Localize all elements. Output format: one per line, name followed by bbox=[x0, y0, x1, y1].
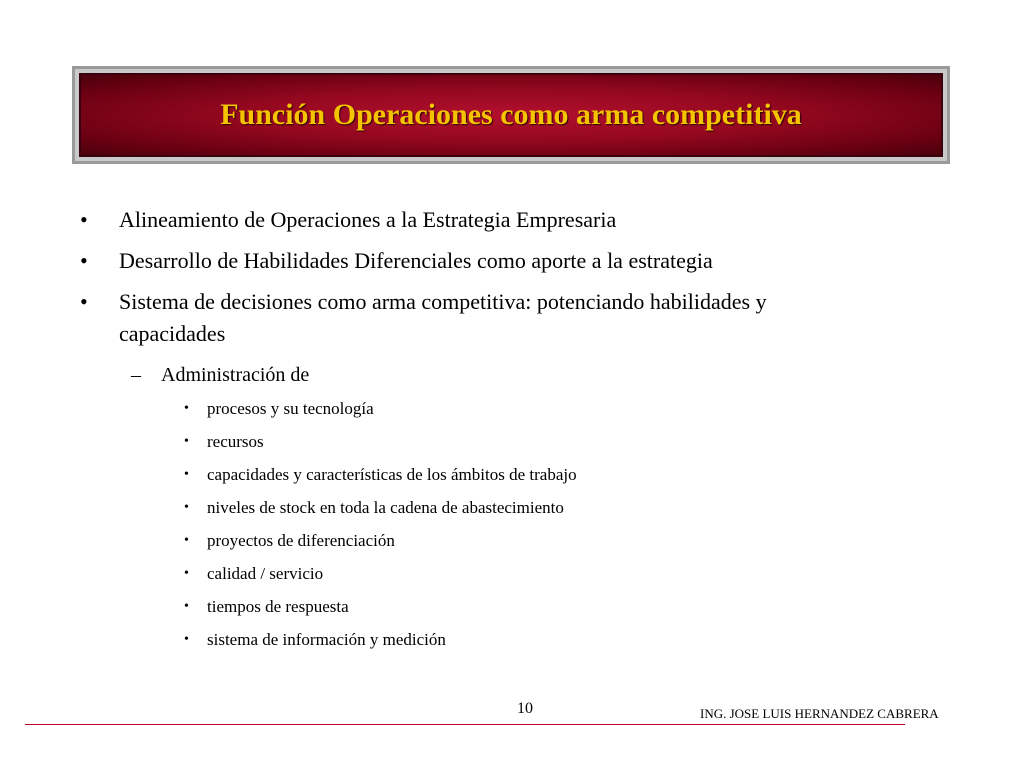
list-item-text: sistema de información y medición bbox=[207, 630, 446, 649]
bullet-item bbox=[80, 245, 910, 277]
author-name: ING. JOSE LUIS HERNANDEZ CABRERA bbox=[700, 706, 939, 721]
footer-divider bbox=[25, 724, 905, 725]
list-item-marker: • bbox=[184, 434, 189, 449]
list-item bbox=[184, 497, 564, 519]
list-item-text: niveles de stock en toda la cadena de abastecimiento bbox=[207, 498, 564, 517]
list-item-marker: • bbox=[184, 599, 189, 614]
list-item-text: calidad / servicio bbox=[207, 564, 324, 583]
bullet-marker: • bbox=[80, 248, 88, 273]
list-item-text: procesos y su tecnología bbox=[207, 399, 374, 418]
list-item-marker: • bbox=[184, 632, 189, 647]
list-item bbox=[184, 431, 264, 453]
bullet-marker: • bbox=[80, 207, 88, 232]
list-item-marker: • bbox=[184, 467, 189, 482]
list-item bbox=[184, 530, 395, 552]
list-item-text: recursos bbox=[207, 432, 264, 451]
title-banner bbox=[79, 73, 943, 157]
bullet-text: Sistema de decisiones como arma competitiva: potenciando habilidades y capacidades bbox=[119, 289, 767, 346]
list-item-marker: • bbox=[184, 566, 189, 581]
list-item bbox=[184, 563, 323, 585]
bullet-item bbox=[80, 204, 910, 236]
slide-title: Función Operaciones como arma competitiva bbox=[220, 98, 802, 131]
list-item-text: proyectos de diferenciación bbox=[207, 531, 395, 550]
list-item bbox=[184, 464, 577, 486]
list-item bbox=[184, 398, 374, 420]
sub-bullet-item bbox=[131, 362, 309, 388]
sub-bullet-text: Administración de bbox=[161, 364, 310, 386]
bullet-marker: • bbox=[80, 289, 88, 314]
list-item bbox=[184, 596, 349, 618]
title-frame bbox=[72, 66, 950, 164]
list-item-marker: • bbox=[184, 500, 189, 515]
page-number: 10 bbox=[517, 700, 533, 717]
sub-bullet-marker: – bbox=[131, 364, 141, 386]
list-item-marker: • bbox=[184, 401, 189, 416]
bullet-text: Alineamiento de Operaciones a la Estrategia Empresaria bbox=[119, 207, 617, 232]
list-item-text: tiempos de respuesta bbox=[207, 597, 349, 616]
bullet-item bbox=[80, 286, 860, 350]
list-item bbox=[184, 629, 446, 651]
bullet-text: Desarrollo de Habilidades Diferenciales como aporte a la estrategia bbox=[119, 248, 713, 273]
list-item-marker: • bbox=[184, 533, 189, 548]
list-item-text: capacidades y características de los ámbitos de trabajo bbox=[207, 465, 577, 484]
